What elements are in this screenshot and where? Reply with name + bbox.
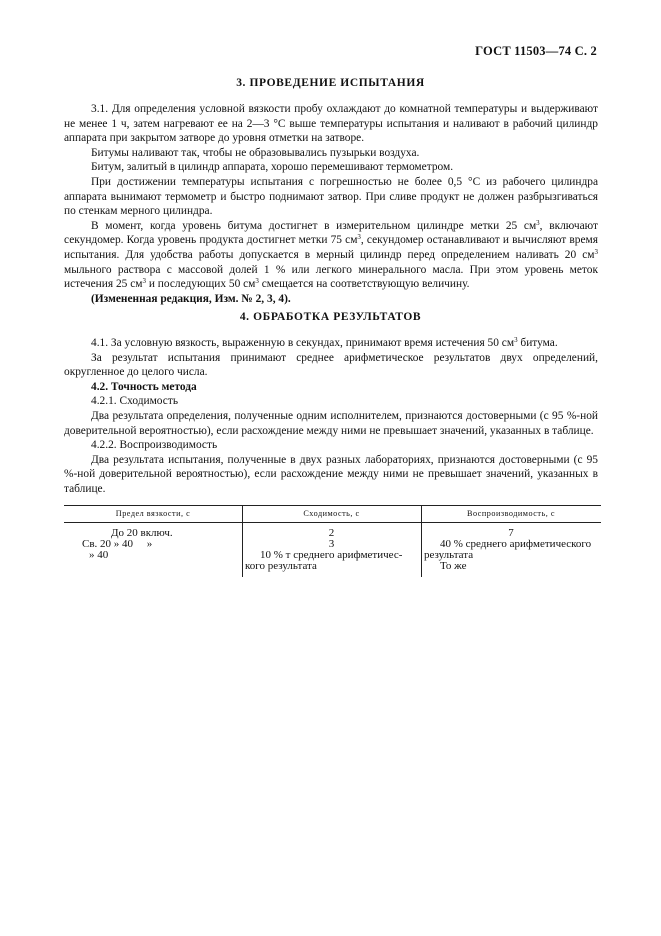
paragraph-air-bubbles: Битумы наливают так, чтобы не образовывались пузырьки воздуха. <box>91 146 420 159</box>
paragraph-stirring: Битум, залитый в цилиндр аппарата, хорошо перемешивают термометром. <box>91 161 454 174</box>
amendment-note: (Измененная редакция, Изм. № 2, 3, 4). <box>91 292 291 305</box>
section-4-body <box>64 336 598 497</box>
table-cell: результата <box>424 549 474 561</box>
table-cell: 40 % среднего арифметического <box>440 538 592 550</box>
paragraph-thermometer: При достижении температуры испытания с погрешностью не более 0,5 °С из рабочего цилиндра аппарата вынимают термометр и быстро поднимают затвор. При сливе продукт не должен разбрызгиваться по стенкам мерного цилиндра. <box>64 175 598 218</box>
table-header-reproducibility: Воспроизводимость, с <box>467 509 555 518</box>
table-cell: » 40 <box>89 549 109 561</box>
paragraph-repeatability: Два результата определения, полученные одним исполнителем, признаются достоверными (с 95 %-ной доверительной вероятностью), если расхождение между ними не превышает значений, указанных в таблице. <box>64 409 598 437</box>
paragraph-3-1: 3.1. Для определения условной вязкости пробу охлаждают до комнатной температуры и выдерживают не менее 1 ч, затем нагревают ее на 2—3 °С выше температуры испытания и наливают в рабочий цилиндр аппарата при закрытом затворе до уровня отметки на затворе. <box>64 103 598 145</box>
table-header-viscosity: Предел вязкости, с <box>115 509 191 518</box>
paragraph-measurement: В момент, когда уровень битума достигнет в измерительном цилиндре метки 25 $см^3$, включают секундомер. Когда уровень продукта достигнет метки 75 $см^3$, секундомер останавливают и вычисляют время испытания. Для удобства работы допускается в мерный цилиндр перед определением наливать 20 $см^3$ мыльного раствора с массовой долей 1 % или легкого минерального масла. При этом уровень меток истечения 25 $см^3$ и последующих 50 $см^3$ смещается на соответствующую величину. <box>64 218 598 291</box>
table-cell: 3 <box>328 538 335 550</box>
table-cell: 10 % т среднего арифметичес- <box>260 549 403 561</box>
table-cell: То же <box>440 560 467 572</box>
table-header-repeatability: Сходимость, с <box>303 509 360 518</box>
paragraph-4-1: 4.1. За условную вязкость, выраженную в секундах, принимают время истечения 50 $см^3$ битума. <box>91 336 558 349</box>
section-3-title: 3. ПРОВЕДЕНИЕ ИСПЫТАНИЯ <box>236 77 425 89</box>
section-3-body <box>64 102 598 306</box>
table-top-border <box>64 505 601 506</box>
table-header-border <box>64 522 601 523</box>
paragraph-4-2-2: 4.2.2. Воспроизводимость <box>91 439 218 452</box>
paragraph-result: За результат испытания принимают среднее арифметическое результатов двух определений, округленное до целого числа. <box>64 351 598 379</box>
paragraph-4-2: 4.2. Точность метода <box>91 380 197 393</box>
table-cell: До 20 включ. <box>111 527 173 539</box>
document-header: ГОСТ 11503—74 С. 2 <box>475 44 597 58</box>
table-cell: 7 <box>508 527 514 539</box>
table-cell: 2 <box>328 527 335 539</box>
section-4-title: 4. ОБРАБОТКА РЕЗУЛЬТАТОВ <box>239 311 422 323</box>
paragraph-reproducibility: Два результата испытания, полученные в двух разных лабораториях, признаются достоверными (с 95 %-ной доверительной вероятностью), если расхождение между ними не превышает значений, указанных в таблице. <box>64 453 598 495</box>
table-cell: Св. 20 » 40 » <box>82 538 153 550</box>
paragraph-4-2-1: 4.2.1. Сходимость <box>91 395 179 408</box>
table-cell: кого результата <box>245 560 317 572</box>
